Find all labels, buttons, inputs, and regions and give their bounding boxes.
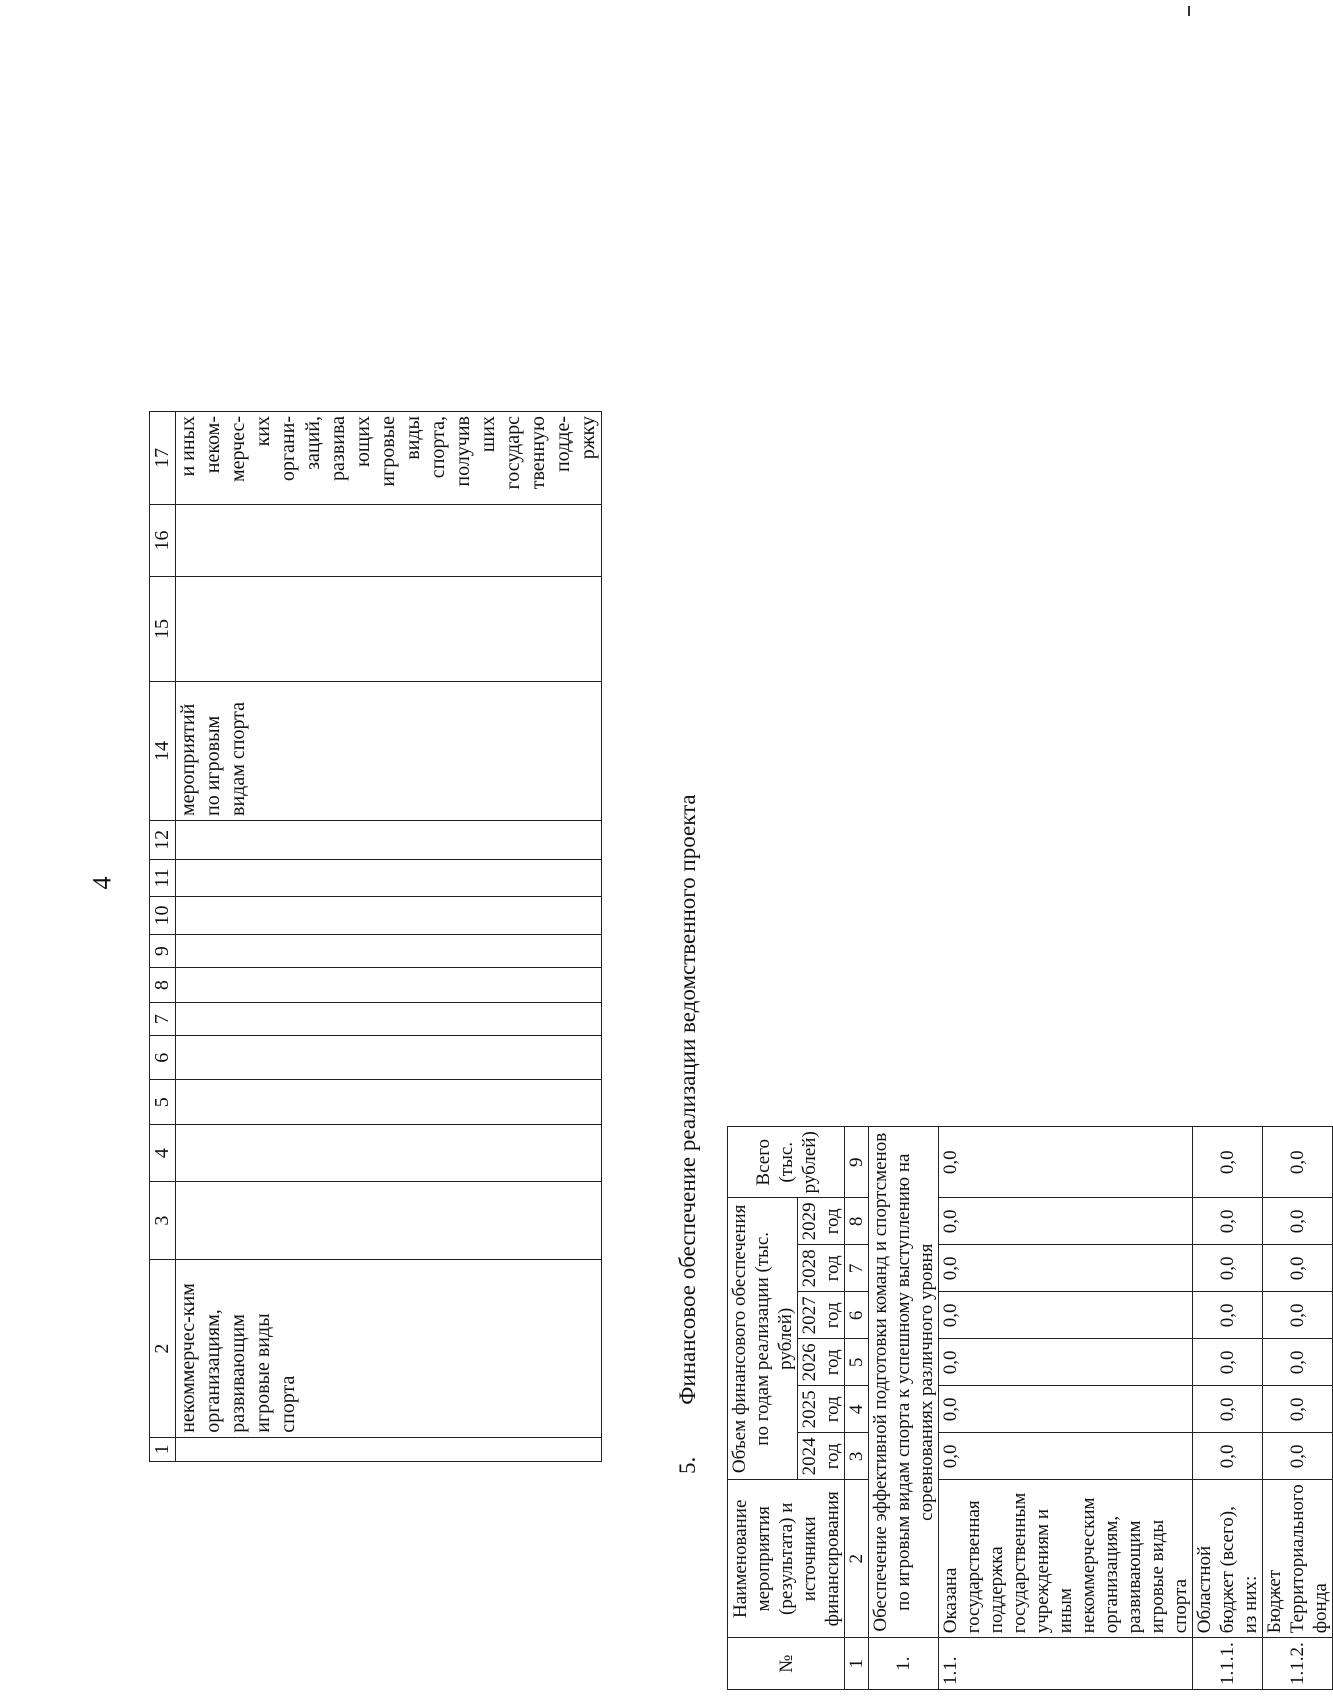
value-total: 0,0 [1263, 1127, 1333, 1198]
colnum-17: 17 [150, 412, 176, 505]
cell-c9 [176, 934, 602, 967]
colnum-2: 2 [150, 1260, 176, 1437]
header-year-2029: 2029 год [798, 1198, 845, 1245]
continuation-table [149, 411, 602, 1462]
colnum-8: 8 [150, 968, 176, 1003]
header-year-2025: 2025 год [798, 1386, 845, 1433]
table-row [1263, 1127, 1333, 1690]
header-name: Наименование мероприятия (результата) и источники финансирования [728, 1480, 845, 1638]
colnum-7: 7 [150, 1002, 176, 1035]
row-no: 1.1.2. [1263, 1638, 1333, 1690]
header-year-2028: 2028 год [798, 1245, 845, 1292]
table-row [1193, 1127, 1263, 1690]
cell-c12 [176, 820, 602, 859]
colnum-1: 1 [150, 1437, 176, 1461]
value-2024: 0,0 [939, 1433, 1193, 1480]
colnum-14: 14 [150, 681, 176, 820]
colnum-6: 6 [150, 1036, 176, 1080]
colnum-7: 7 [845, 1245, 869, 1292]
colnum-3: 3 [150, 1181, 176, 1260]
value-2025: 0,0 [1263, 1386, 1333, 1433]
row-name: Оказана государственная поддержка государственным учреждениям и иным некоммерческим организациям, развивающим игровые виды спорта [939, 1480, 1193, 1638]
value-2026: 0,0 [1193, 1339, 1263, 1386]
colnum-8: 8 [845, 1198, 869, 1245]
cell-c4 [176, 1125, 602, 1182]
value-2028: 0,0 [1263, 1245, 1333, 1292]
cell-c17: и иных неком-мерчес-ких органи-заций, развива ющих игровые виды спорта, получив ших государс твенную подде-ржку [176, 412, 602, 505]
value-2029: 0,0 [1193, 1198, 1263, 1245]
section-number: 5. [675, 1456, 700, 1474]
value-2027: 0,0 [1193, 1292, 1263, 1339]
colnum-5: 5 [150, 1080, 176, 1125]
header-volume: Объем финансового обеспечения по годам реализации (тыс. рублей) [728, 1198, 798, 1480]
colnum-12: 12 [150, 820, 176, 859]
section-title: Финансовое обеспечение реализации ведомственного проекта [675, 794, 700, 1405]
header-year-2026: 2026 год [798, 1339, 845, 1386]
table2-container [727, 1126, 1333, 1690]
cell-c1 [176, 1437, 602, 1461]
header-year-2027: 2027 год [798, 1292, 845, 1339]
cell-c16 [176, 504, 602, 576]
colnum-6: 6 [845, 1292, 869, 1339]
row-no: 1.1. [939, 1638, 1193, 1690]
table1-container [149, 411, 602, 1462]
colnum-3: 3 [845, 1433, 869, 1480]
value-total: 0,0 [1193, 1127, 1263, 1198]
header-row-1 [728, 1127, 798, 1690]
value-total: 0,0 [939, 1127, 1193, 1198]
row-name: Бюджет Территориального фонда [1263, 1480, 1333, 1638]
colnum-1: 1 [845, 1638, 869, 1690]
cell-c15 [176, 577, 602, 682]
header-year-2024: 2024 год [798, 1433, 845, 1480]
cell-c3 [176, 1181, 602, 1260]
column-number-row [150, 412, 176, 1462]
cell-c11 [176, 859, 602, 896]
value-2024: 0,0 [1193, 1433, 1263, 1480]
row-name: Областной бюджет (всего), из них: [1193, 1480, 1263, 1638]
value-2027: 0,0 [1263, 1292, 1333, 1339]
financial-table [727, 1126, 1333, 1690]
colnum-4: 4 [150, 1125, 176, 1182]
scan-mark [1188, 6, 1190, 16]
value-2029: 0,0 [1263, 1198, 1333, 1245]
table-row [939, 1127, 1193, 1690]
value-2026: 0,0 [1263, 1339, 1333, 1386]
header-no: № [728, 1638, 845, 1690]
column-number-row [845, 1127, 869, 1690]
value-2025: 0,0 [939, 1386, 1193, 1433]
header-total: Всего (тыс. рублей) [728, 1127, 845, 1198]
value-2024: 0,0 [1263, 1433, 1333, 1480]
value-2025: 0,0 [1193, 1386, 1263, 1433]
value-2028: 0,0 [939, 1245, 1193, 1292]
colnum-10: 10 [150, 897, 176, 935]
value-2028: 0,0 [1193, 1245, 1263, 1292]
cell-c2: некоммерчес-ким организациям, развивающим игровые виды спорта [176, 1260, 602, 1437]
section-row [869, 1127, 939, 1690]
colnum-2: 2 [845, 1480, 869, 1638]
cell-c10 [176, 897, 602, 935]
cell-c5 [176, 1080, 602, 1125]
colnum-4: 4 [845, 1386, 869, 1433]
section-row-text: Обеспечение эффективной подготовки команд и спортсменов по игровым видам спорта к успешному выступлению на соревнованиях различного уровня [869, 1127, 939, 1638]
section-heading [675, 794, 701, 1474]
colnum-9: 9 [150, 934, 176, 967]
value-2029: 0,0 [939, 1198, 1193, 1245]
colnum-5: 5 [845, 1339, 869, 1386]
colnum-15: 15 [150, 577, 176, 682]
cell-c8 [176, 968, 602, 1003]
row-no: 1.1.1. [1193, 1638, 1263, 1690]
section-row-no: 1. [869, 1638, 939, 1690]
cell-c7 [176, 1002, 602, 1035]
page-number: 4 [87, 876, 117, 890]
colnum-11: 11 [150, 859, 176, 896]
value-2027: 0,0 [939, 1292, 1193, 1339]
cell-c14: мероприятий по игровым видам спорта [176, 681, 602, 820]
cell-c6 [176, 1036, 602, 1080]
colnum-9: 9 [845, 1127, 869, 1198]
table-row [176, 412, 602, 1462]
colnum-16: 16 [150, 504, 176, 576]
value-2026: 0,0 [939, 1339, 1193, 1386]
